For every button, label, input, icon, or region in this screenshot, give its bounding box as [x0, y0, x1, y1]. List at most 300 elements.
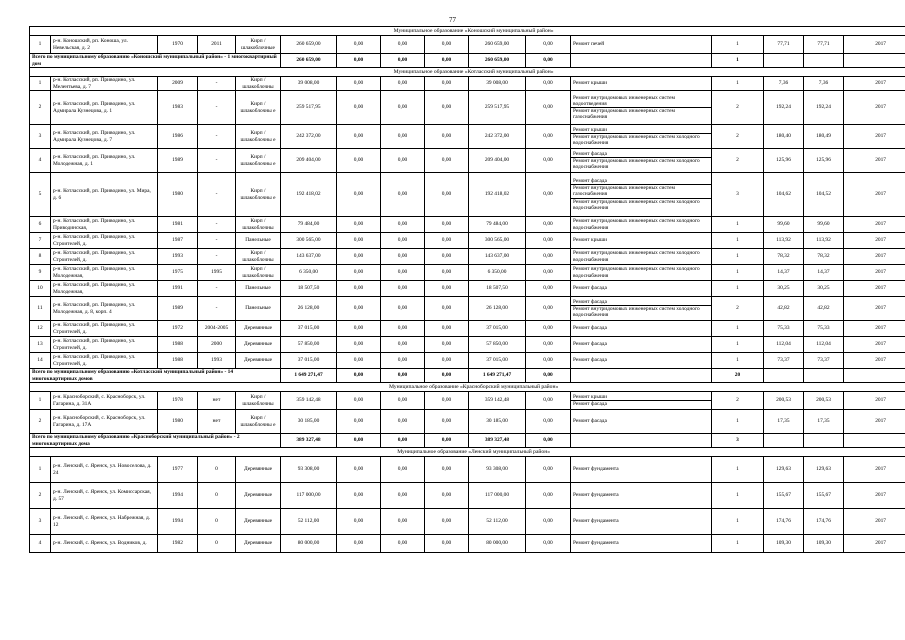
wall-material-cell: Панельные [236, 233, 281, 249]
works-cell [571, 483, 712, 509]
owner-funds-cell: 57 850,00 [469, 337, 526, 353]
address-cell: р-н. Ленский, с. Яренск, ул. Новоселова, д. 24 [51, 457, 158, 483]
fund-cell: 0,00 [526, 36, 571, 54]
total-works-count: 3 [712, 434, 764, 448]
fund-cell: 0,00 [425, 265, 469, 281]
works-count-cell: 1 [712, 410, 764, 434]
fund-cell: 0,00 [425, 321, 469, 337]
works-count-cell: 1 [712, 233, 764, 249]
row-number: 12 [30, 321, 51, 337]
year-built-cell: 2009 [158, 77, 198, 91]
section-header-row [30, 383, 905, 392]
row-number: 13 [30, 337, 51, 353]
area-cell: 174,76 [764, 509, 804, 535]
total-fund: 0,00 [425, 54, 469, 68]
fund-cell: 0,00 [425, 149, 469, 173]
year-built-cell: 1970 [158, 36, 198, 54]
fund-cell: 0,00 [337, 125, 381, 149]
total-label: Всего по муниципальному образованию «Красноборский муниципальный район» - 2 многоквартирных дома [30, 434, 281, 448]
works-count-cell: 1 [712, 281, 764, 297]
wall-material-cell: Кирп / шлакоблочны е [236, 91, 281, 125]
work-item: Ремонт внутридомовых инженерных систем холодного водоснабжения [573, 157, 700, 171]
fund-cell: 0,00 [425, 353, 469, 369]
year-repair-cell: - [198, 249, 236, 265]
work-item: Ремонт фасада [573, 341, 607, 348]
fund-cell: 0,00 [526, 173, 571, 217]
works-cell [571, 36, 712, 54]
fund-cell: 0,00 [425, 77, 469, 91]
wall-material-cell: Кирп / шлакоблочны е [236, 410, 281, 434]
wall-material-cell: Деревянные [236, 321, 281, 337]
year-repair-cell: - [198, 217, 236, 233]
fund-cell: 0,00 [381, 217, 425, 233]
plan-year-cell: 2017 [844, 392, 905, 410]
fund-cell: 0,00 [526, 392, 571, 410]
row-number: 2 [30, 483, 51, 509]
total-empty [804, 54, 844, 68]
fund-cell: 0,00 [526, 535, 571, 553]
work-item: Ремонт внутридомовых инженерных систем холодного водоснабжения [573, 198, 700, 211]
fund-cell: 0,00 [337, 91, 381, 125]
work-item: Ремонт печей [573, 41, 605, 48]
area-cell: 42,82 [764, 297, 804, 321]
total-empty [804, 434, 844, 448]
year-built-cell: 1975 [158, 265, 198, 281]
total-cost-cell: 6 350,00 [281, 265, 337, 281]
address-cell: р-н. Котласский, рп. Приводино, ул. Мира, д. 6 [51, 173, 158, 217]
total-fund: 0,00 [526, 54, 571, 68]
total-row [30, 434, 905, 448]
fund-cell: 0,00 [337, 233, 381, 249]
plan-year-cell: 2017 [844, 353, 905, 369]
fund-cell: 0,00 [337, 321, 381, 337]
address-cell: р-н. Ленский, с. Яренск, ул. Набрежная, д. 12 [51, 509, 158, 535]
section-header-row [30, 68, 905, 77]
total-empty [844, 434, 905, 448]
fund-cell: 0,00 [425, 249, 469, 265]
area-cell: 7,36 [804, 77, 844, 91]
table-row [30, 410, 905, 434]
area-cell: 200,53 [764, 392, 804, 410]
total-fund: 0,00 [425, 434, 469, 448]
wall-material-cell: Деревянные [236, 509, 281, 535]
work-item: Ремонт внутридомовых инженерных систем водоотведения [571, 95, 711, 108]
owner-funds-cell: 37 015,00 [469, 353, 526, 369]
fund-cell: 0,00 [381, 297, 425, 321]
row-number: 4 [30, 149, 51, 173]
table-row [30, 233, 905, 249]
total-cost-cell: 300 565,00 [281, 233, 337, 249]
table-body [30, 27, 905, 553]
total-label: Всего по муниципальному образованию «Коношский муниципальный район» - 1 многоквартирный дом [30, 54, 281, 68]
fund-cell: 0,00 [425, 281, 469, 297]
table-row [30, 265, 905, 281]
year-built-cell: 1986 [158, 125, 198, 149]
work-item: Ремонт фасада [571, 178, 711, 185]
works-cell [571, 457, 712, 483]
area-cell: 30,25 [764, 281, 804, 297]
works-count-cell: 1 [712, 509, 764, 535]
works-count-cell: 1 [712, 265, 764, 281]
address-cell: р-н. Коношский, рп. Коноша, ул. Невельская, д. 2 [51, 36, 158, 54]
fund-cell: 0,00 [337, 173, 381, 217]
table-row [30, 509, 905, 535]
works-count-cell: 2 [712, 125, 764, 149]
area-cell: 104,52 [804, 173, 844, 217]
total-fund: 0,00 [425, 369, 469, 383]
total-cost-cell: 18 507,50 [281, 281, 337, 297]
fund-cell: 0,00 [381, 125, 425, 149]
section-title: Муниципальное образование «Ленский муниципальный район» [30, 448, 905, 457]
table-row [30, 77, 905, 91]
total-fund: 0,00 [526, 369, 571, 383]
fund-cell: 0,00 [337, 149, 381, 173]
year-repair-cell: 0 [198, 535, 236, 553]
works-cell [571, 509, 712, 535]
total-cost-cell: 39 008,00 [281, 77, 337, 91]
year-built-cell: 1982 [158, 535, 198, 553]
fund-cell: 0,00 [337, 265, 381, 281]
works-cell [571, 249, 712, 265]
works-count-cell: 3 [712, 173, 764, 217]
total-cost-cell: 80 000,00 [281, 535, 337, 553]
wall-material-cell: Кирп / шлакоблочны е [236, 149, 281, 173]
address-cell: р-н. Красноборский, с. Красноборск, ул. Гагарина, д. 31А [51, 392, 158, 410]
year-built-cell: 1978 [158, 392, 198, 410]
fund-cell: 0,00 [381, 353, 425, 369]
section-title: Муниципальное образование «Красноборский муниципальный район» [30, 383, 905, 392]
wall-material-cell: Панельные [236, 297, 281, 321]
fund-cell: 0,00 [381, 337, 425, 353]
owner-funds-cell: 359 142,48 [469, 392, 526, 410]
works-cell [571, 173, 712, 217]
row-number: 10 [30, 281, 51, 297]
year-repair-cell: 0 [198, 483, 236, 509]
page-number: 77 [449, 16, 456, 24]
total-cost-cell: 242 372,00 [281, 125, 337, 149]
works-count-cell: 1 [712, 321, 764, 337]
row-number: 3 [30, 125, 51, 149]
total-cost-cell: 30 185,00 [281, 410, 337, 434]
work-item: Ремонт фасада [573, 325, 607, 332]
total-cost-cell: 209 404,00 [281, 149, 337, 173]
work-item: Ремонт внутридомовых инженерных систем газоснабжения [573, 108, 675, 121]
works-count-cell: 2 [712, 392, 764, 410]
owner-funds-cell: 242 372,00 [469, 125, 526, 149]
owner-funds-cell: 93 308,00 [469, 457, 526, 483]
fund-cell: 0,00 [425, 535, 469, 553]
area-cell: 75,33 [764, 321, 804, 337]
fund-cell: 0,00 [526, 281, 571, 297]
fund-cell: 0,00 [526, 410, 571, 434]
total-works-count: 20 [712, 369, 764, 383]
wall-material-cell: Кирп / шлакоблочны е [236, 173, 281, 217]
plan-year-cell: 2017 [844, 217, 905, 233]
address-cell: р-н. Котласский, рп. Приводино, ул. Строителей, д. [51, 249, 158, 265]
total-cost-cell: 26 128,00 [281, 297, 337, 321]
row-number: 8 [30, 249, 51, 265]
table-row [30, 125, 905, 149]
area-cell: 192,24 [804, 91, 844, 125]
works-count-cell: 2 [712, 91, 764, 125]
fund-cell: 0,00 [425, 483, 469, 509]
works-cell [571, 265, 712, 281]
fund-cell: 0,00 [425, 217, 469, 233]
works-count-cell: 1 [712, 217, 764, 233]
area-cell: 180,49 [804, 125, 844, 149]
work-item: Ремонт фасада [571, 151, 711, 158]
address-cell: р-н. Котласский, рп. Приводино, ул. Молодежная, [51, 281, 158, 297]
address-cell: р-н. Котласский, рп. Приводино, ул. Строителей, д. [51, 337, 158, 353]
fund-cell: 0,00 [526, 91, 571, 125]
row-number: 1 [30, 457, 51, 483]
work-item: Ремонт внутридомовых инженерных систем газоснабжения [571, 185, 711, 198]
area-cell: 75,33 [804, 321, 844, 337]
fund-cell: 0,00 [337, 77, 381, 91]
total-owner-funds: 389 327,48 [469, 434, 526, 448]
address-cell: р-н. Котласский, рп. Приводино, ул. Строителей, д. [51, 321, 158, 337]
fund-cell: 0,00 [381, 91, 425, 125]
table-row [30, 321, 905, 337]
year-built-cell: 1981 [158, 217, 198, 233]
work-item: Ремонт внутридомовых инженерных систем холодного водоснабжения [573, 218, 700, 231]
owner-funds-cell: 300 565,00 [469, 233, 526, 249]
total-row [30, 369, 905, 383]
table-row [30, 217, 905, 233]
table-row [30, 392, 905, 410]
fund-cell: 0,00 [337, 483, 381, 509]
total-label: Всего по муниципальному образованию «Котласский муниципальный район» - 14 многоквартирных домов [30, 369, 281, 383]
work-item: Ремонт фундамента [573, 492, 619, 499]
plan-year-cell: 2017 [844, 535, 905, 553]
works-cell [571, 535, 712, 553]
total-fund: 0,00 [526, 434, 571, 448]
year-built-cell: 1980 [158, 410, 198, 434]
year-repair-cell: нет [198, 410, 236, 434]
area-cell: 78,32 [764, 249, 804, 265]
year-built-cell: 1987 [158, 233, 198, 249]
total-works-count: 1 [712, 54, 764, 68]
area-cell: 155,67 [804, 483, 844, 509]
address-cell: р-н. Котласский, рп. Приводино, ул. Молодежная, д. 1 [51, 149, 158, 173]
year-built-cell: 1972 [158, 321, 198, 337]
year-repair-cell: 0 [198, 457, 236, 483]
wall-material-cell: Кирп / шлакоблочны [236, 392, 281, 410]
owner-funds-cell: 30 185,00 [469, 410, 526, 434]
area-cell: 30,25 [804, 281, 844, 297]
fund-cell: 0,00 [526, 483, 571, 509]
owner-funds-cell: 260 659,00 [469, 36, 526, 54]
total-cost-cell: 57 850,00 [281, 337, 337, 353]
works-count-cell: 2 [712, 297, 764, 321]
owner-funds-cell: 52 112,00 [469, 509, 526, 535]
fund-cell: 0,00 [425, 173, 469, 217]
fund-cell: 0,00 [526, 217, 571, 233]
fund-cell: 0,00 [526, 125, 571, 149]
table-row [30, 337, 905, 353]
owner-funds-cell: 18 507,50 [469, 281, 526, 297]
work-item: Ремонт фасада [571, 299, 711, 306]
area-cell: 109,30 [764, 535, 804, 553]
area-cell: 77,71 [804, 36, 844, 54]
plan-year-cell: 2017 [844, 36, 905, 54]
fund-cell: 0,00 [526, 265, 571, 281]
total-cost-cell: 260 659,00 [281, 36, 337, 54]
fund-cell: 0,00 [337, 36, 381, 54]
fund-cell: 0,00 [526, 149, 571, 173]
fund-cell: 0,00 [381, 149, 425, 173]
plan-year-cell: 2017 [844, 297, 905, 321]
wall-material-cell: Деревянные [236, 457, 281, 483]
plan-year-cell: 2017 [844, 410, 905, 434]
year-repair-cell: - [198, 149, 236, 173]
table-row [30, 353, 905, 369]
table-row [30, 297, 905, 321]
row-number: 3 [30, 509, 51, 535]
table-row [30, 149, 905, 173]
fund-cell: 0,00 [381, 457, 425, 483]
total-owner-funds: 260 659,00 [469, 54, 526, 68]
fund-cell: 0,00 [381, 233, 425, 249]
year-repair-cell: - [198, 77, 236, 91]
area-cell: 17,35 [764, 410, 804, 434]
total-cost-cell: 359 142,48 [281, 392, 337, 410]
fund-cell: 0,00 [381, 36, 425, 54]
total-sum: 1 649 271,47 [281, 369, 337, 383]
year-repair-cell: - [198, 91, 236, 125]
year-repair-cell: 2004-2005 [198, 321, 236, 337]
total-fund: 0,00 [337, 434, 381, 448]
work-item: Ремонт крыши [573, 80, 607, 87]
row-number: 1 [30, 77, 51, 91]
work-item: Ремонт крыши [573, 237, 607, 244]
year-built-cell: 1994 [158, 483, 198, 509]
year-built-cell: 1988 [158, 337, 198, 353]
area-cell: 7,36 [764, 77, 804, 91]
plan-year-cell: 2017 [844, 249, 905, 265]
address-cell: р-н. Котласский, рп. Приводино, ул. Строителей, д. [51, 353, 158, 369]
area-cell: 155,67 [764, 483, 804, 509]
works-cell [571, 77, 712, 91]
table-row [30, 483, 905, 509]
fund-cell: 0,00 [381, 77, 425, 91]
total-empty [764, 369, 804, 383]
fund-cell: 0,00 [381, 392, 425, 410]
wall-material-cell: Панельные [236, 281, 281, 297]
fund-cell: 0,00 [337, 535, 381, 553]
row-number: 6 [30, 217, 51, 233]
area-cell: 125,96 [804, 149, 844, 173]
row-number: 14 [30, 353, 51, 369]
plan-year-cell: 2017 [844, 265, 905, 281]
total-fund: 0,00 [337, 54, 381, 68]
address-cell: р-н. Красноборский, с. Красноборск, ул. Гагарина, д. 17А [51, 410, 158, 434]
works-count-cell: 1 [712, 483, 764, 509]
year-built-cell: 1988 [158, 353, 198, 369]
fund-cell: 0,00 [526, 509, 571, 535]
fund-cell: 0,00 [337, 337, 381, 353]
total-empty [764, 434, 804, 448]
total-empty [804, 369, 844, 383]
area-cell: 73,37 [804, 353, 844, 369]
fund-cell: 0,00 [337, 392, 381, 410]
fund-cell: 0,00 [381, 483, 425, 509]
wall-material-cell: Деревянные [236, 483, 281, 509]
fund-cell: 0,00 [381, 249, 425, 265]
row-number: 2 [30, 410, 51, 434]
works-count-cell: 1 [712, 535, 764, 553]
area-cell: 14,37 [764, 265, 804, 281]
row-number: 4 [30, 535, 51, 553]
table-row [30, 36, 905, 54]
plan-year-cell: 2017 [844, 281, 905, 297]
owner-funds-cell: 79 484,00 [469, 217, 526, 233]
total-fund: 0,00 [381, 434, 425, 448]
wall-material-cell: Кирп / шлакоблочны [236, 265, 281, 281]
fund-cell: 0,00 [425, 457, 469, 483]
fund-cell: 0,00 [381, 321, 425, 337]
row-number: 1 [30, 392, 51, 410]
owner-funds-cell: 192 418,02 [469, 173, 526, 217]
work-item: Ремонт фундамента [573, 518, 619, 525]
section-header-row [30, 27, 905, 36]
address-cell: р-н. Котласский, рп. Приводино, ул. Адмирала Кузнецова, д. 1 [51, 91, 158, 125]
total-fund: 0,00 [337, 369, 381, 383]
address-cell: р-н. Ленский, с. Яренск, ул. Водников, д. [51, 535, 158, 553]
row-number: 1 [30, 36, 51, 54]
works-cell [571, 125, 712, 149]
year-repair-cell: 2011 [198, 36, 236, 54]
total-fund: 0,00 [381, 54, 425, 68]
fund-cell: 0,00 [337, 297, 381, 321]
work-item: Ремонт крыши [571, 394, 711, 401]
address-cell: р-н. Ленский, с. Яренск, ул. Комиссарская, д. 57 [51, 483, 158, 509]
row-number: 5 [30, 173, 51, 217]
fund-cell: 0,00 [381, 265, 425, 281]
fund-cell: 0,00 [526, 457, 571, 483]
fund-cell: 0,00 [526, 321, 571, 337]
fund-cell: 0,00 [526, 353, 571, 369]
owner-funds-cell: 6 350,00 [469, 265, 526, 281]
fund-cell: 0,00 [425, 125, 469, 149]
fund-cell: 0,00 [337, 281, 381, 297]
section-header-row [30, 448, 905, 457]
fund-cell: 0,00 [337, 353, 381, 369]
work-item: Ремонт крыши [571, 127, 711, 134]
total-cost-cell: 37 015,00 [281, 353, 337, 369]
fund-cell: 0,00 [425, 410, 469, 434]
plan-year-cell: 2017 [844, 321, 905, 337]
works-cell [571, 233, 712, 249]
area-cell: 112,04 [804, 337, 844, 353]
year-repair-cell: нет [198, 392, 236, 410]
year-repair-cell: - [198, 125, 236, 149]
wall-material-cell: Деревянные [236, 535, 281, 553]
fund-cell: 0,00 [337, 457, 381, 483]
works-cell [571, 297, 712, 321]
total-empty [844, 369, 905, 383]
total-sum: 260 659,00 [281, 54, 337, 68]
total-cost-cell: 93 308,00 [281, 457, 337, 483]
area-cell: 112,04 [764, 337, 804, 353]
fund-cell: 0,00 [425, 297, 469, 321]
fund-cell: 0,00 [526, 233, 571, 249]
area-cell: 180,40 [764, 125, 804, 149]
plan-year-cell: 2017 [844, 233, 905, 249]
plan-year-cell: 2017 [844, 77, 905, 91]
year-built-cell: 1980 [158, 173, 198, 217]
works-cell [571, 91, 712, 125]
